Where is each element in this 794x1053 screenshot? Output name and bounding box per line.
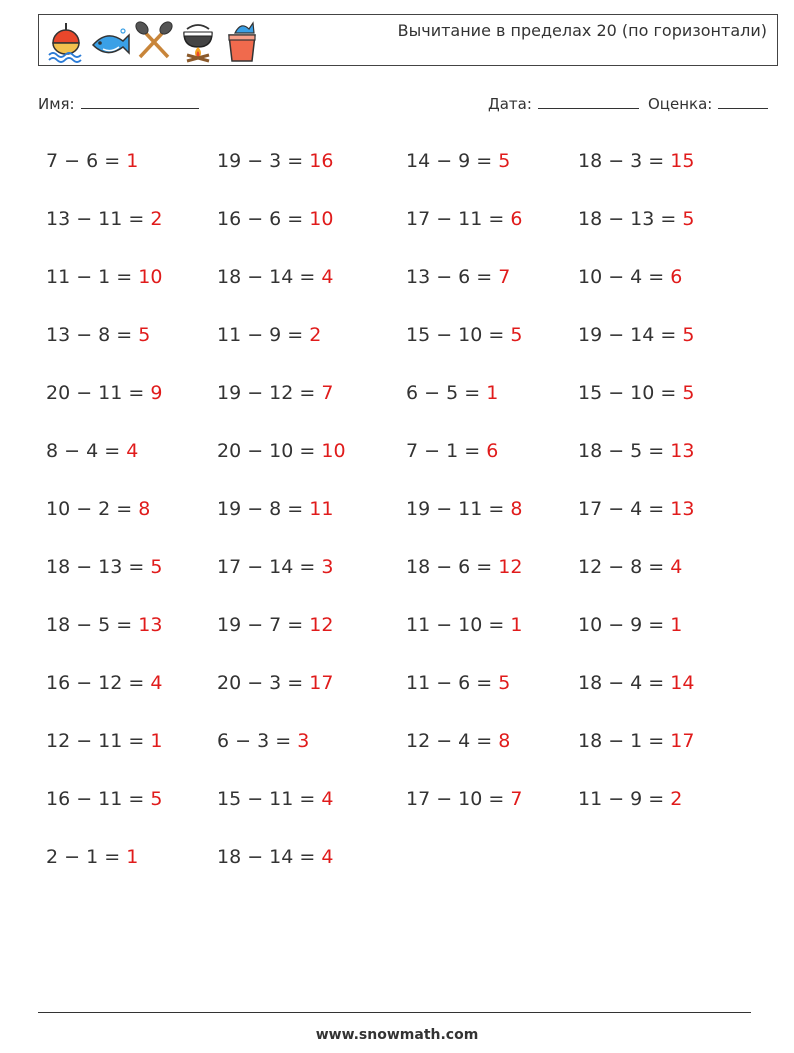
grade-field	[648, 94, 768, 113]
problem-question: 10 − 9 =	[578, 614, 671, 636]
problem-question: 12 − 11 =	[46, 730, 151, 752]
problem-answer: 13	[670, 440, 695, 462]
problem-item	[217, 714, 406, 772]
grade-blank-line	[718, 94, 768, 109]
problem-item	[46, 656, 217, 714]
problem-answer: 3	[297, 730, 310, 752]
problem-item	[217, 656, 406, 714]
problem-answer: 11	[309, 498, 334, 520]
problem-question: 19 − 7 =	[217, 614, 310, 636]
problem-answer: 1	[150, 730, 163, 752]
problem-question: 20 − 3 =	[217, 672, 310, 694]
problem-answer: 5	[510, 324, 523, 346]
problem-answer: 6	[670, 266, 683, 288]
problem-item	[578, 424, 738, 482]
problem-question: 19 − 12 =	[217, 382, 322, 404]
problem-answer: 5	[682, 324, 695, 346]
problem-question: 19 − 8 =	[217, 498, 310, 520]
problem-answer: 10	[321, 440, 346, 462]
problem-item	[46, 830, 217, 888]
crossed-oars-icon	[133, 19, 175, 63]
problem-answer: 8	[138, 498, 151, 520]
problem-item	[406, 192, 578, 250]
problem-item	[46, 250, 217, 308]
problem-answer: 8	[510, 498, 523, 520]
problem-item	[46, 540, 217, 598]
problem-item	[578, 366, 738, 424]
problem-item	[578, 192, 738, 250]
problem-question: 13 − 11 =	[46, 208, 151, 230]
problem-answer: 5	[150, 788, 163, 810]
name-blank-line	[81, 94, 199, 109]
problem-answer: 14	[670, 672, 695, 694]
problem-item	[217, 598, 406, 656]
problem-answer: 4	[150, 672, 163, 694]
date-blank-line	[538, 94, 639, 109]
problem-answer: 7	[510, 788, 523, 810]
problem-answer: 2	[670, 788, 683, 810]
problem-question: 19 − 3 =	[217, 150, 310, 172]
problem-question: 20 − 10 =	[217, 440, 322, 462]
problem-question: 11 − 10 =	[406, 614, 511, 636]
problem-question: 13 − 6 =	[406, 266, 499, 288]
campfire-pot-icon	[177, 19, 219, 63]
problem-answer: 5	[682, 382, 695, 404]
problem-question: 15 − 10 =	[406, 324, 511, 346]
problem-question: 8 − 4 =	[46, 440, 127, 462]
problem-item	[406, 656, 578, 714]
problem-answer: 4	[321, 788, 334, 810]
name-field	[38, 94, 199, 113]
problem-question: 17 − 4 =	[578, 498, 671, 520]
problem-item	[46, 424, 217, 482]
problem-item	[46, 134, 217, 192]
problem-item	[217, 830, 406, 888]
date-label: Дата:	[488, 95, 532, 113]
name-label: Имя:	[38, 95, 75, 113]
problem-answer: 4	[670, 556, 683, 578]
footer-divider	[38, 1012, 751, 1013]
problem-question: 18 − 5 =	[578, 440, 671, 462]
problem-question: 7 − 6 =	[46, 150, 127, 172]
problem-item	[578, 540, 738, 598]
problem-question: 18 − 6 =	[406, 556, 499, 578]
problem-answer: 4	[321, 846, 334, 868]
problem-answer: 7	[498, 266, 511, 288]
problem-item	[217, 424, 406, 482]
problem-question: 12 − 8 =	[578, 556, 671, 578]
problem-answer: 8	[498, 730, 511, 752]
problem-question: 14 − 9 =	[406, 150, 499, 172]
problem-item	[406, 540, 578, 598]
fishing-float-icon	[45, 19, 87, 63]
problem-question: 10 − 2 =	[46, 498, 139, 520]
problem-question: 17 − 14 =	[217, 556, 322, 578]
problem-item	[406, 482, 578, 540]
problem-item	[406, 714, 578, 772]
problem-question: 17 − 10 =	[406, 788, 511, 810]
problem-answer: 6	[486, 440, 499, 462]
problem-item	[406, 250, 578, 308]
problem-item	[578, 134, 738, 192]
problem-question: 18 − 13 =	[578, 208, 683, 230]
problem-answer: 5	[138, 324, 151, 346]
problem-question: 6 − 5 =	[406, 382, 487, 404]
problem-answer: 16	[309, 150, 334, 172]
problem-item	[46, 366, 217, 424]
problem-item	[46, 482, 217, 540]
problem-question: 11 − 9 =	[578, 788, 671, 810]
problem-item	[578, 308, 738, 366]
problem-question: 16 − 11 =	[46, 788, 151, 810]
problem-answer: 10	[309, 208, 334, 230]
grade-label: Оценка:	[648, 95, 713, 113]
problem-question: 11 − 6 =	[406, 672, 499, 694]
problem-item	[217, 366, 406, 424]
problem-answer: 13	[138, 614, 163, 636]
problem-answer: 1	[126, 846, 139, 868]
problem-question: 18 − 13 =	[46, 556, 151, 578]
problem-item	[46, 308, 217, 366]
problem-question: 19 − 11 =	[406, 498, 511, 520]
problem-item	[406, 308, 578, 366]
problem-question: 18 − 5 =	[46, 614, 139, 636]
problem-question: 20 − 11 =	[46, 382, 151, 404]
problem-item	[578, 714, 738, 772]
problem-answer: 6	[510, 208, 523, 230]
problem-answer: 4	[321, 266, 334, 288]
problem-question: 6 − 3 =	[217, 730, 298, 752]
problem-item	[578, 772, 738, 830]
problem-question: 18 − 14 =	[217, 266, 322, 288]
problem-question: 18 − 4 =	[578, 672, 671, 694]
problem-item	[217, 540, 406, 598]
problem-question: 18 − 3 =	[578, 150, 671, 172]
fish-icon	[89, 19, 131, 63]
problem-item	[217, 308, 406, 366]
problem-answer: 3	[321, 556, 334, 578]
problem-item	[578, 482, 738, 540]
problem-question: 16 − 12 =	[46, 672, 151, 694]
problem-item	[46, 598, 217, 656]
problem-answer: 1	[670, 614, 683, 636]
problem-answer: 5	[682, 208, 695, 230]
problem-answer: 13	[670, 498, 695, 520]
problem-answer: 1	[510, 614, 523, 636]
problem-answer: 10	[138, 266, 163, 288]
problem-item	[217, 134, 406, 192]
problem-answer: 12	[498, 556, 523, 578]
problem-question: 15 − 11 =	[217, 788, 322, 810]
problem-answer: 15	[670, 150, 695, 172]
problem-item	[578, 250, 738, 308]
problem-answer: 5	[498, 150, 511, 172]
problem-item	[217, 192, 406, 250]
problem-grid	[46, 134, 746, 888]
problem-question: 19 − 14 =	[578, 324, 683, 346]
problem-question: 18 − 14 =	[217, 846, 322, 868]
worksheet-header	[38, 14, 778, 66]
worksheet-title: Вычитание в пределах 20 (по горизонтали)	[397, 21, 767, 40]
problem-item	[217, 482, 406, 540]
footer-url: www.snowmath.com	[315, 1027, 479, 1043]
problem-item	[578, 656, 738, 714]
problem-answer: 4	[126, 440, 139, 462]
problem-item	[46, 192, 217, 250]
problem-question: 13 − 8 =	[46, 324, 139, 346]
problem-answer: 1	[126, 150, 139, 172]
problem-answer: 5	[498, 672, 511, 694]
problem-answer: 12	[309, 614, 334, 636]
problem-item	[406, 598, 578, 656]
problem-item	[46, 714, 217, 772]
problem-question: 2 − 1 =	[46, 846, 127, 868]
problem-item	[406, 772, 578, 830]
problem-item	[46, 772, 217, 830]
fish-bucket-icon	[221, 19, 263, 63]
problem-item	[217, 250, 406, 308]
problem-question: 11 − 9 =	[217, 324, 310, 346]
problem-item	[406, 134, 578, 192]
problem-item	[406, 424, 578, 482]
date-field	[488, 94, 639, 113]
problem-question: 17 − 11 =	[406, 208, 511, 230]
problem-question: 16 − 6 =	[217, 208, 310, 230]
problem-item	[578, 598, 738, 656]
problem-answer: 2	[150, 208, 163, 230]
problem-question: 15 − 10 =	[578, 382, 683, 404]
problem-question: 10 − 4 =	[578, 266, 671, 288]
header-icons	[45, 19, 263, 63]
problem-answer: 7	[321, 382, 334, 404]
problem-question: 7 − 1 =	[406, 440, 487, 462]
problem-question: 11 − 1 =	[46, 266, 139, 288]
problem-item	[217, 772, 406, 830]
problem-answer: 5	[150, 556, 163, 578]
problem-question: 12 − 4 =	[406, 730, 499, 752]
problem-answer: 2	[309, 324, 322, 346]
problem-answer: 17	[309, 672, 334, 694]
problem-answer: 9	[150, 382, 163, 404]
problem-answer: 17	[670, 730, 695, 752]
problem-answer: 1	[486, 382, 499, 404]
problem-item	[406, 366, 578, 424]
problem-question: 18 − 1 =	[578, 730, 671, 752]
